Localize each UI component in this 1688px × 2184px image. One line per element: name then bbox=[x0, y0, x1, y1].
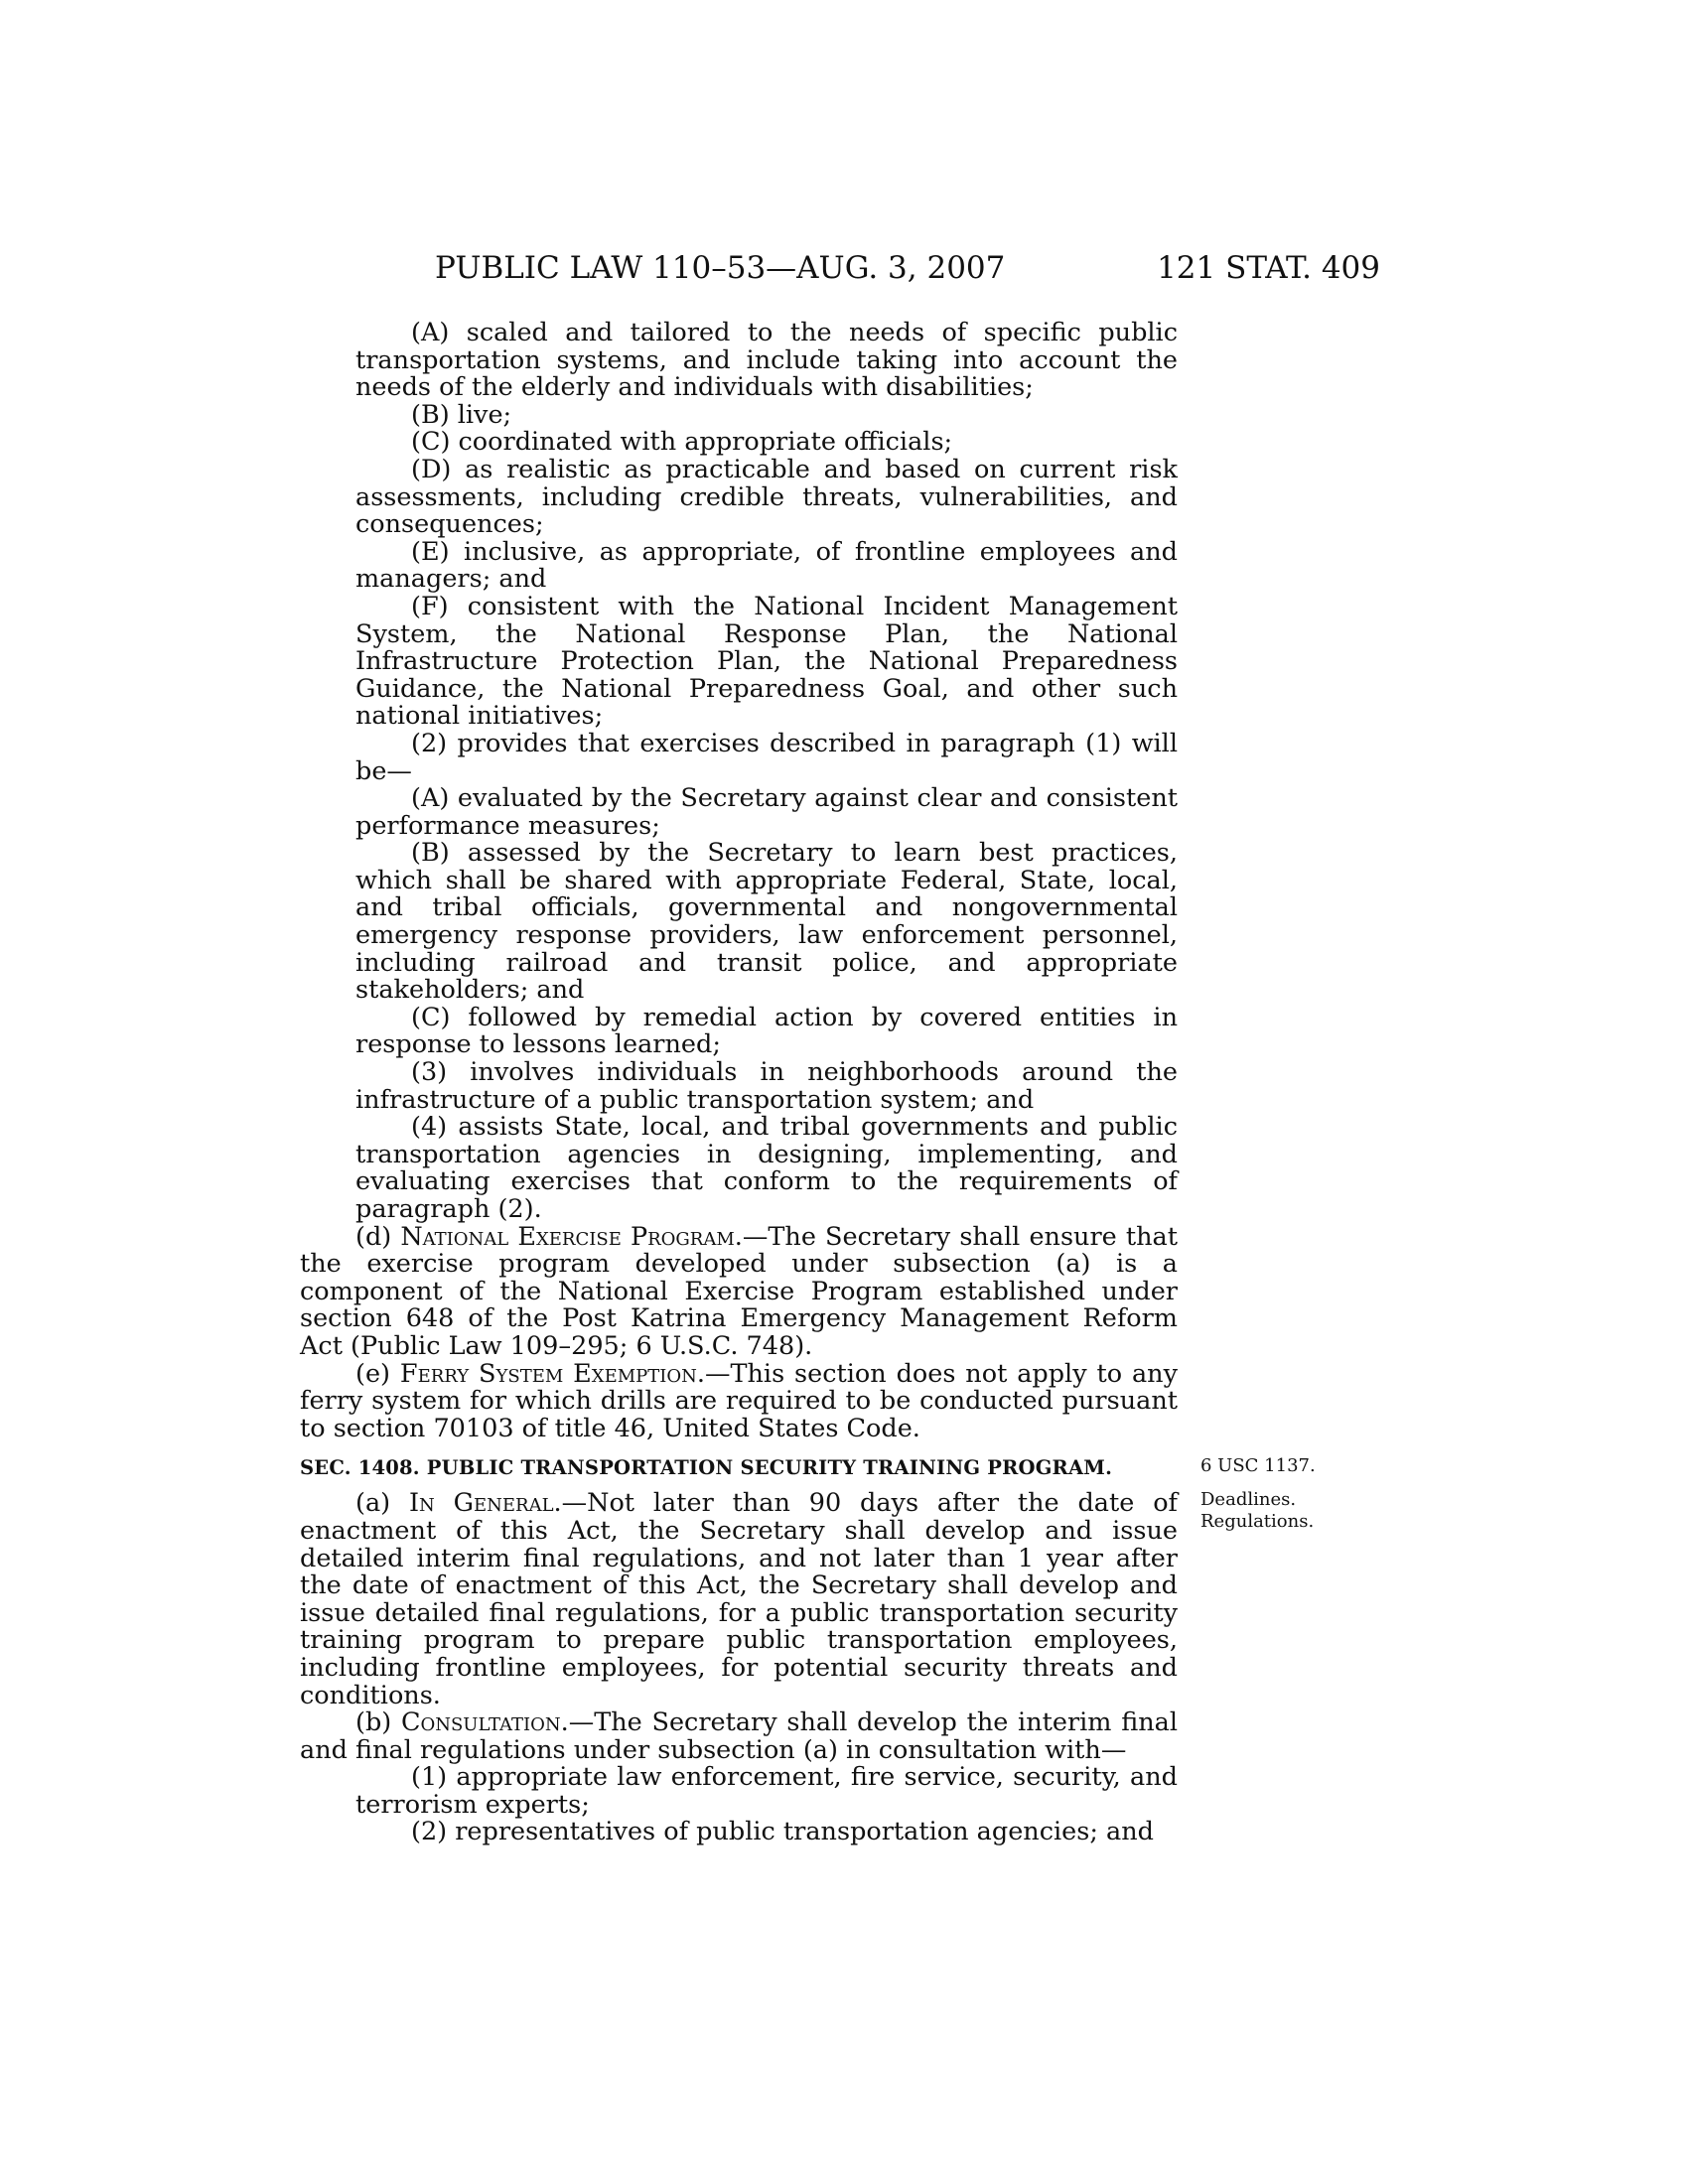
subsection-b-prefix: (b) bbox=[355, 1707, 401, 1738]
paragraph-2-A: (A) evaluated by the Secretary against clear and consistent performance measures; bbox=[355, 783, 1178, 841]
subsection-e-prefix: (e) bbox=[355, 1358, 400, 1389]
paragraph-1-A: (A) scaled and tailored to the needs of specific public transportation systems, and include taking into account the needs of the elderly and individuals with disabilities; bbox=[355, 318, 1178, 403]
paragraph-1-B: (B) live; bbox=[411, 399, 512, 430]
subsection-a-prefix: (a) bbox=[355, 1488, 409, 1519]
section-heading: SEC. 1408. PUBLIC TRANSPORTATION SECURITY TRAINING PROGRAM. bbox=[300, 1456, 1113, 1480]
paragraph-4: (4) assists State, local, and tribal governments and public transportation agencies in designing, implementing, and evaluating exercises that conform to the requirements of paragraph (2). bbox=[355, 1112, 1178, 1224]
subsection-d-heading: National Exercise Program. bbox=[400, 1221, 743, 1252]
paragraph-2-B: (B) assessed by the Secretary to learn best practices, which shall be shared with appropriate Federal, State, local, and tribal officials, governmental and nongovernmental emergency response providers, law enforcement personnel, including railroad and transit police, and appropriate stakeholders; and bbox=[355, 838, 1178, 1006]
subsection-b bbox=[300, 1709, 1178, 1764]
paragraph-1-C: (C) coordinated with appropriate officials; bbox=[411, 427, 953, 458]
paragraph-1-D: (D) as realistic as practicable and based on current risk assessments, including credible threats, vulnerabilities, and consequences; bbox=[355, 454, 1178, 540]
paragraph-1-E: (E) inclusive, as appropriate, of frontline employees and managers; and bbox=[355, 536, 1178, 595]
paragraph-1-F: (F) consistent with the National Incident Management System, the National Response Plan, the National Infrastructure Protection Plan, the National Preparedness Guidance, the National Preparedness Goal, and other such national initiatives; bbox=[355, 591, 1178, 732]
document-body bbox=[300, 320, 1178, 1846]
subsection-e bbox=[300, 1358, 1178, 1443]
subsection-b-text: —The Secretary shall develop the interim final and final regulations under subsection (a) in consultation with— bbox=[300, 1707, 1179, 1765]
subsection-d-text: —The Secretary shall ensure that the exercise program developed under subsection (a) is a component of the National Exercise Program established under section 648 of the Post Katrina Emergency Management Reform Act (Public Law 109–295; 6 U.S.C. 748). bbox=[300, 1221, 1178, 1361]
subsection-a-heading: In General. bbox=[408, 1488, 562, 1519]
page-header bbox=[298, 250, 1380, 290]
margin-note-regulations: Regulations. bbox=[1200, 1511, 1315, 1532]
subsection-a-text: —Not later than 90 days after the date of enactment of this Act, the Secretary shall develop and issue detailed interim final regulations, and not later than 1 year after the date of enactment of this Act, the Secretary shall develop and issue detailed final regulations, for a public transportation security training program to prepare public transportation employees, including frontline employees, for potential security threats and conditions. bbox=[300, 1488, 1178, 1710]
header-title: PUBLIC LAW 110–53—AUG. 3, 2007 bbox=[435, 250, 1006, 286]
margin-note-usc: 6 USC 1137. bbox=[1200, 1455, 1316, 1476]
subsection-d bbox=[300, 1221, 1178, 1361]
subsection-e-text: —This section does not apply to any ferry system for which drills are required to be conducted pursuant to section 70103 of title 46, United States Code. bbox=[300, 1358, 1178, 1443]
header-stat-citation: 121 STAT. 409 bbox=[1157, 250, 1380, 286]
subsection-b-heading: Consultation. bbox=[400, 1707, 569, 1738]
paragraph-2: (2) provides that exercises described in paragraph (1) will be— bbox=[355, 728, 1178, 786]
subsection-a bbox=[300, 1490, 1178, 1709]
subsection-e-heading: Ferry System Exemption. bbox=[399, 1358, 705, 1389]
margin-note-deadlines: Deadlines. bbox=[1200, 1489, 1297, 1510]
paragraph-2-C: (C) followed by remedial action by covered entities in response to lessons learned; bbox=[355, 1002, 1178, 1060]
subsection-d-prefix: (d) bbox=[355, 1221, 401, 1252]
subsection-b-paragraph-1: (1) appropriate law enforcement, fire service, security, and terrorism experts; bbox=[355, 1762, 1178, 1820]
paragraph-3: (3) involves individuals in neighborhoods around the infrastructure of a public transportation system; and bbox=[355, 1057, 1178, 1115]
subsection-b-paragraph-2: (2) representatives of public transportation agencies; and bbox=[411, 1817, 1154, 1847]
